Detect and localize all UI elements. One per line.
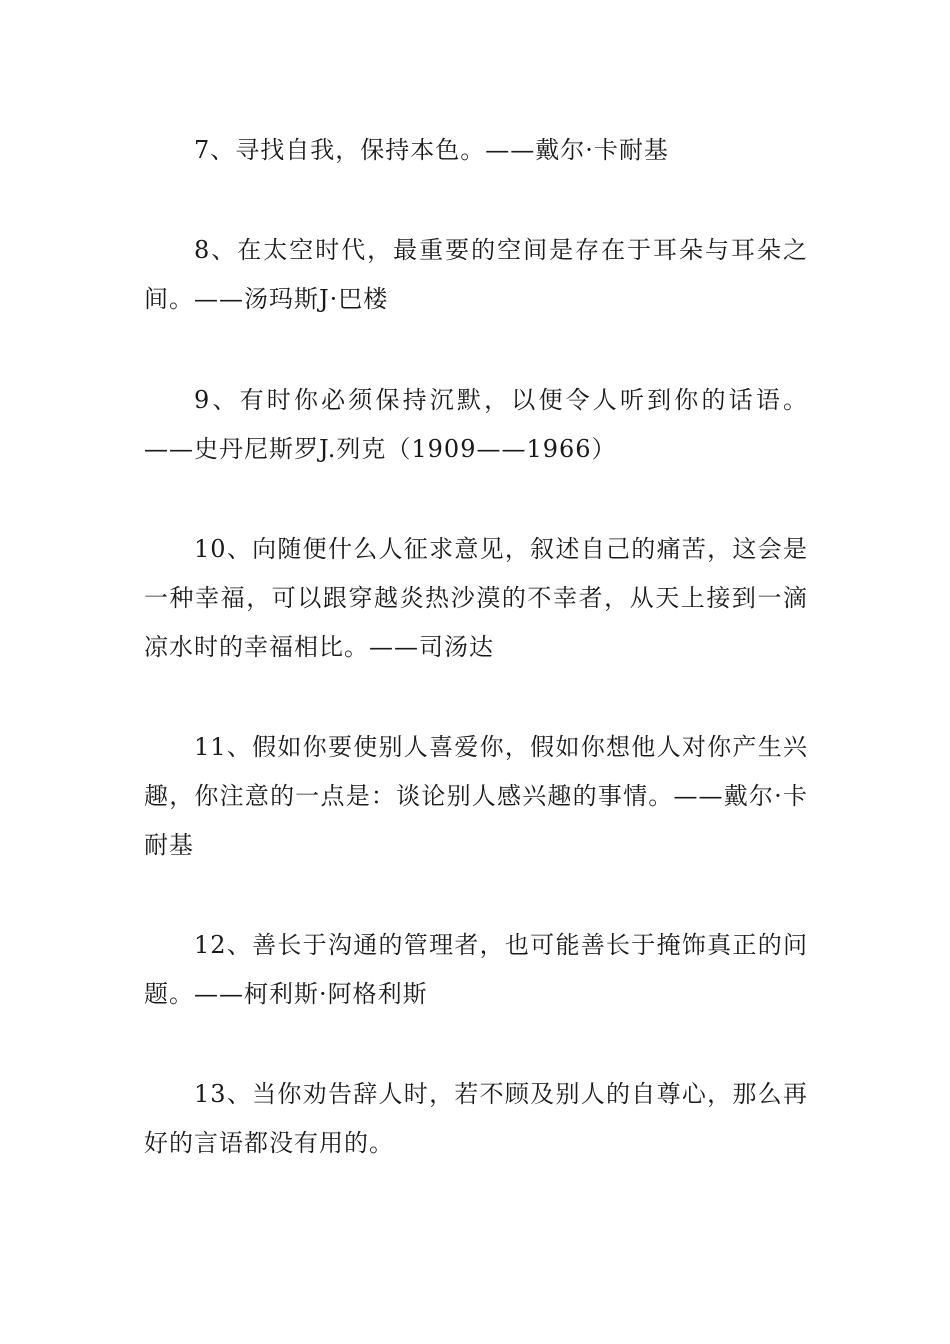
quote-paragraph-11: 11、假如你要使别人喜爱你，假如你想他人对你产生兴趣，你注意的一点是：谈论别人感兴趣的事情。——戴尔·卡耐基 [144, 733, 808, 859]
quote-paragraph-8: 8、在太空时代，最重要的空间是存在于耳朵与耳朵之间。——汤玛斯J·巴楼 [144, 236, 808, 313]
quote-paragraph-12: 12、善长于沟通的管理者，也可能善长于掩饰真正的问题。——柯利斯·阿格利斯 [144, 931, 808, 1008]
quote-paragraph-10: 10、向随便什么人征求意见，叙述自己的痛苦，这会是一种幸福，可以跟穿越炎热沙漠的不幸者，从天上接到一滴凉水时的幸福相比。——司汤达 [144, 535, 808, 661]
quote-paragraph-9: 9、有时你必须保持沉默，以便令人听到你的话语。——史丹尼斯罗J.列克（1909——1966） [144, 386, 808, 463]
quote-paragraph-13: 13、当你劝告辞人时，若不顾及别人的自尊心，那么再好的言语都没有用的。 [144, 1080, 808, 1157]
quote-paragraph-7: 7、寻找自我，保持本色。——戴尔·卡耐基 [194, 136, 669, 164]
